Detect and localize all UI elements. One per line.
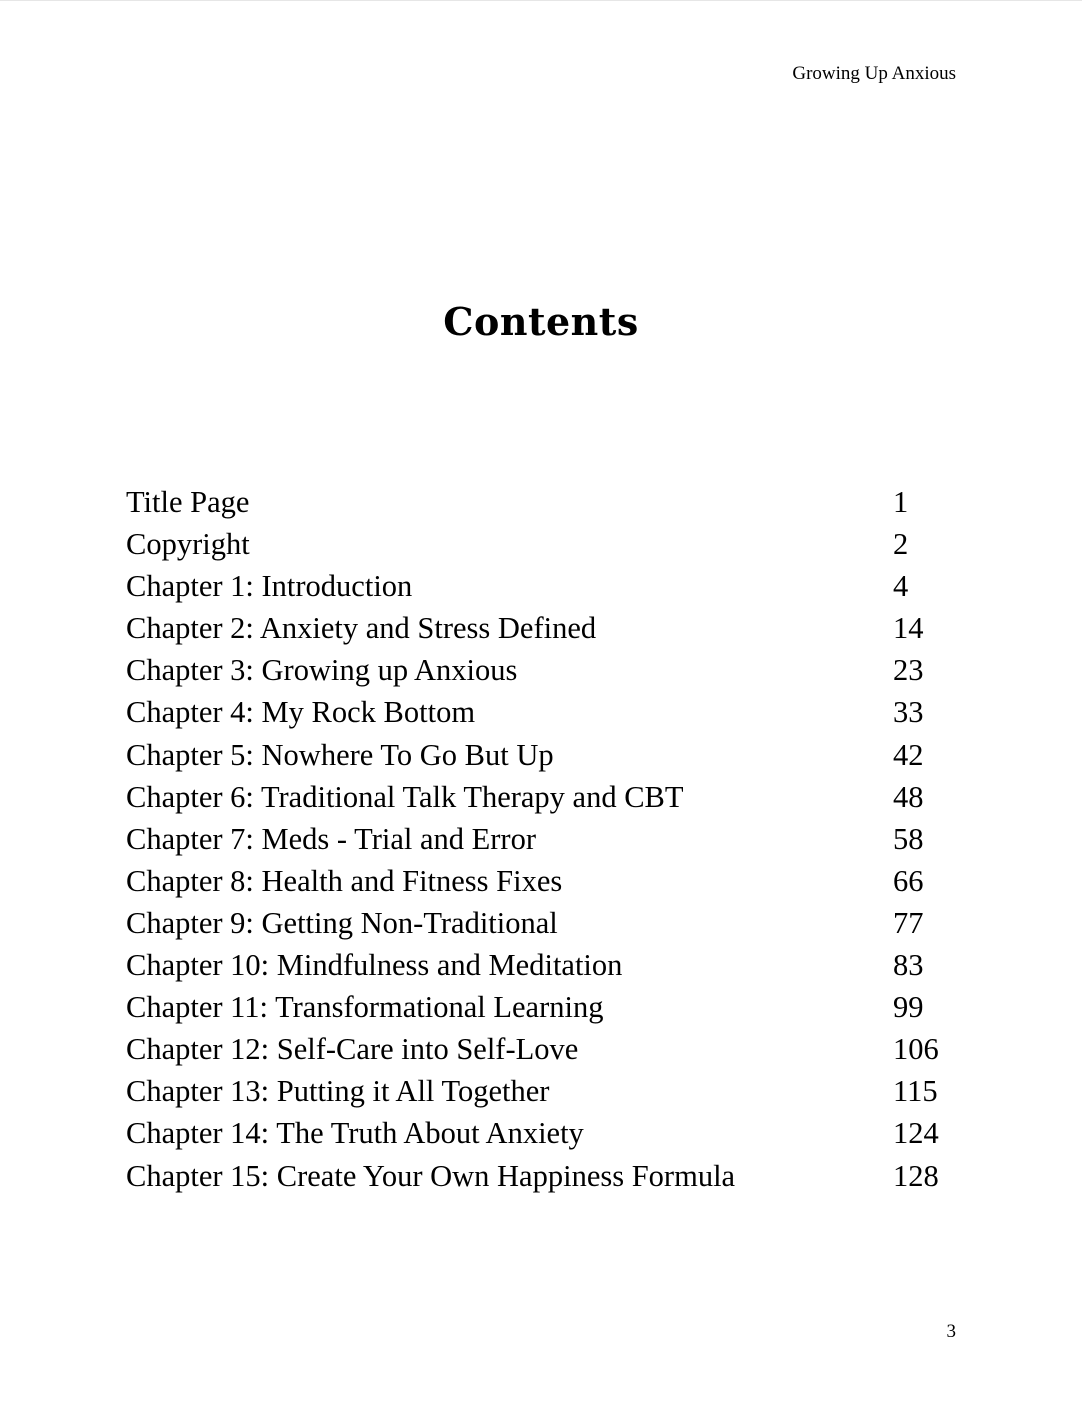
toc-entry-page: 106 — [893, 1032, 939, 1067]
toc-entry-page: 99 — [893, 990, 924, 1025]
toc-entry-chapter-10[interactable] — [126, 944, 956, 986]
toc-entry-label: Chapter 1: Introduction — [126, 569, 413, 604]
toc-entry-label: Chapter 14: The Truth About Anxiety — [126, 1116, 584, 1151]
page-edge — [0, 0, 1082, 1]
toc-entry-chapter-6[interactable] — [126, 776, 956, 818]
toc-entry-label: Chapter 12: Self-Care into Self-Love — [126, 1032, 579, 1067]
toc-entry-label: Chapter 2: Anxiety and Stress Defined — [126, 611, 597, 646]
toc-entry-label: Copyright — [126, 527, 250, 562]
toc-entry-chapter-8[interactable] — [126, 860, 956, 902]
toc-entry-page: 77 — [893, 905, 924, 940]
toc-entry-chapter-15[interactable] — [126, 1155, 956, 1197]
toc-entry-label: Title Page — [126, 485, 250, 519]
toc-entry-page: 23 — [893, 653, 924, 688]
toc-entry-label: Chapter 3: Growing up Anxious — [126, 653, 518, 688]
toc-entry-label: Chapter 9: Getting Non-Traditional — [126, 905, 558, 940]
page-number: 3 — [946, 1321, 956, 1342]
toc-entry-label: Chapter 13: Putting it All Together — [126, 1074, 550, 1109]
toc-entry-page: 42 — [893, 737, 924, 772]
toc-entry-page: 66 — [893, 863, 924, 898]
toc-entry-page: 4 — [893, 569, 909, 604]
toc-entry-page: 83 — [893, 948, 924, 983]
toc-entry-chapter-2[interactable] — [126, 607, 956, 649]
contents-heading: Contents — [443, 299, 639, 344]
toc-entry-label: Chapter 15: Create Your Own Happiness Formula — [126, 1158, 736, 1193]
toc-entry-page: 2 — [893, 527, 909, 562]
toc-entry-chapter-14[interactable] — [126, 1112, 956, 1154]
toc-entry-label: Chapter 7: Meds - Trial and Error — [126, 821, 536, 856]
running-header: Growing Up Anxious — [792, 63, 956, 84]
toc-entry-chapter-1[interactable] — [126, 565, 956, 607]
table-of-contents — [126, 481, 956, 1197]
toc-entry-chapter-11[interactable] — [126, 986, 956, 1028]
toc-entry-chapter-9[interactable] — [126, 902, 956, 944]
toc-entry-title-page[interactable] — [126, 481, 956, 523]
toc-entry-page: 124 — [893, 1116, 939, 1151]
toc-entry-label: Chapter 6: Traditional Talk Therapy and CBT — [126, 779, 684, 814]
toc-entry-label: Chapter 10: Mindfulness and Meditation — [126, 948, 623, 983]
toc-entry-page: 33 — [893, 695, 924, 730]
toc-entry-copyright[interactable] — [126, 523, 956, 565]
toc-entry-chapter-13[interactable] — [126, 1070, 956, 1112]
toc-entry-label: Chapter 8: Health and Fitness Fixes — [126, 863, 563, 898]
toc-entry-chapter-12[interactable] — [126, 1028, 956, 1070]
toc-entry-page: 115 — [893, 1074, 938, 1109]
toc-entry-label: Chapter 11: Transformational Learning — [126, 990, 604, 1025]
toc-entry-chapter-3[interactable] — [126, 649, 956, 691]
toc-entry-chapter-7[interactable] — [126, 818, 956, 860]
toc-entry-page: 48 — [893, 779, 924, 814]
toc-entry-chapter-4[interactable] — [126, 691, 956, 733]
toc-entry-chapter-5[interactable] — [126, 734, 956, 776]
toc-entry-page: 58 — [893, 821, 924, 856]
toc-entry-label: Chapter 4: My Rock Bottom — [126, 695, 476, 730]
toc-entry-label: Chapter 5: Nowhere To Go But Up — [126, 737, 554, 772]
toc-entry-page: 1 — [893, 485, 909, 519]
toc-entry-page: 128 — [893, 1158, 939, 1193]
toc-entry-page: 14 — [893, 611, 924, 646]
